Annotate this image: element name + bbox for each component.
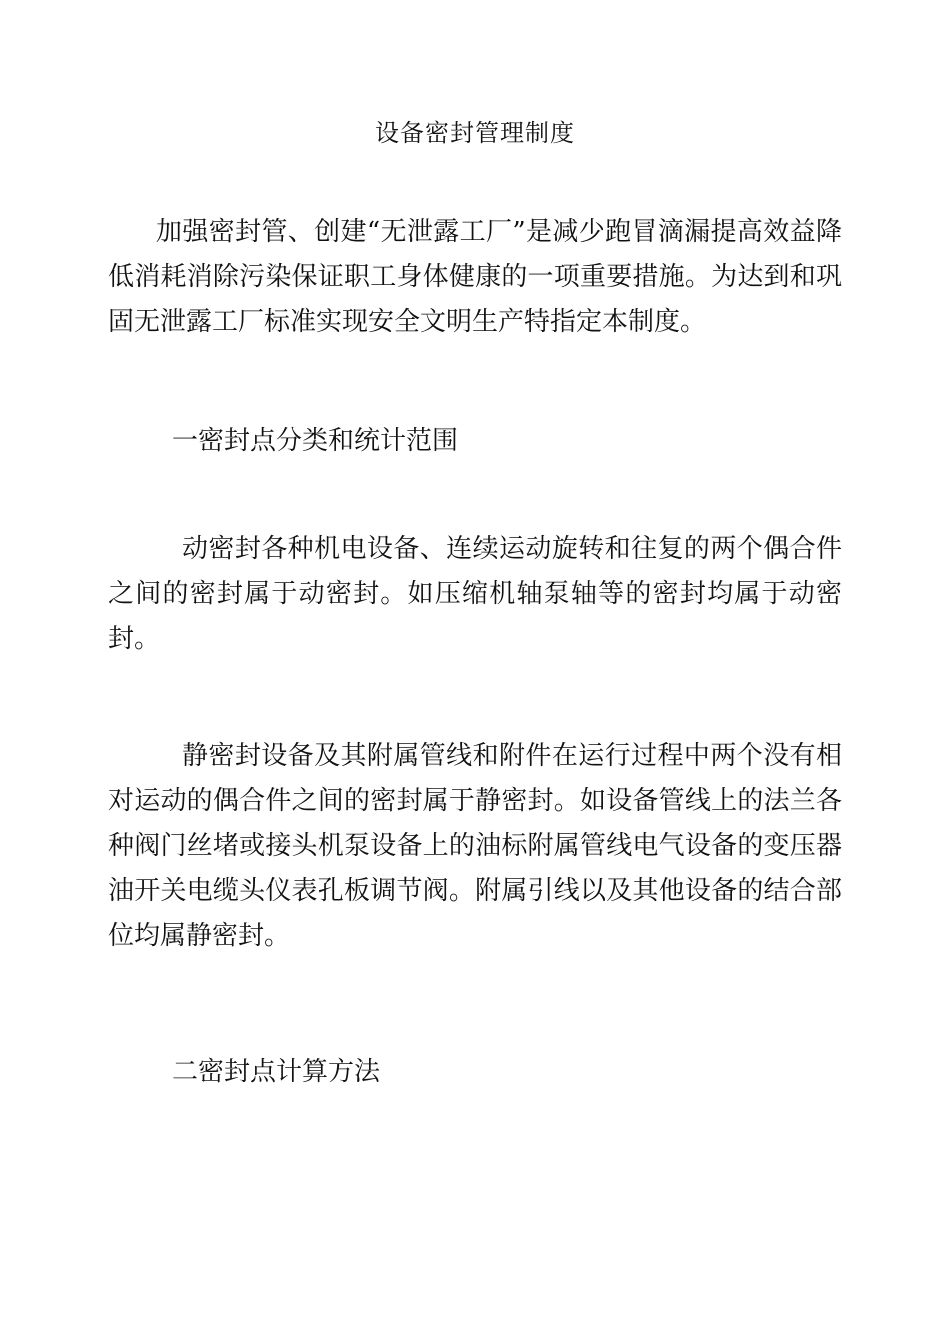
intro-paragraph: 加强密封管、创建“无泄露工厂”是减少跑冒滴漏提高效益降低消耗消除污染保证职工身体健康的一项重要措施。为达到和巩固无泄露工厂标准实现安全文明生产特指定本制度。 bbox=[108, 217, 842, 337]
static-seal-paragraph: 静密封设备及其附属管线和附件在运行过程中两个没有相对运动的偶合件之间的密封属于静密封。如设备管线上的法兰各种阀门丝堵或接头机泵设备上的油标附属管线电气设备的变压器油开关电缆头仪表孔板调节阀。附属引线以及其他设备的结合部位均属静密封。 bbox=[108, 741, 842, 951]
dynamic-seal-paragraph: 动密封各种机电设备、连续运动旋转和往复的两个偶合件之间的密封属于动密封。如压缩机轴泵轴等的密封均属于动密封。 bbox=[108, 534, 842, 654]
section-heading-1: 一密封点分类和统计范围 bbox=[172, 426, 459, 456]
section-heading-2: 二密封点计算方法 bbox=[172, 1057, 381, 1087]
document-title: 设备密封管理制度 bbox=[375, 119, 575, 147]
